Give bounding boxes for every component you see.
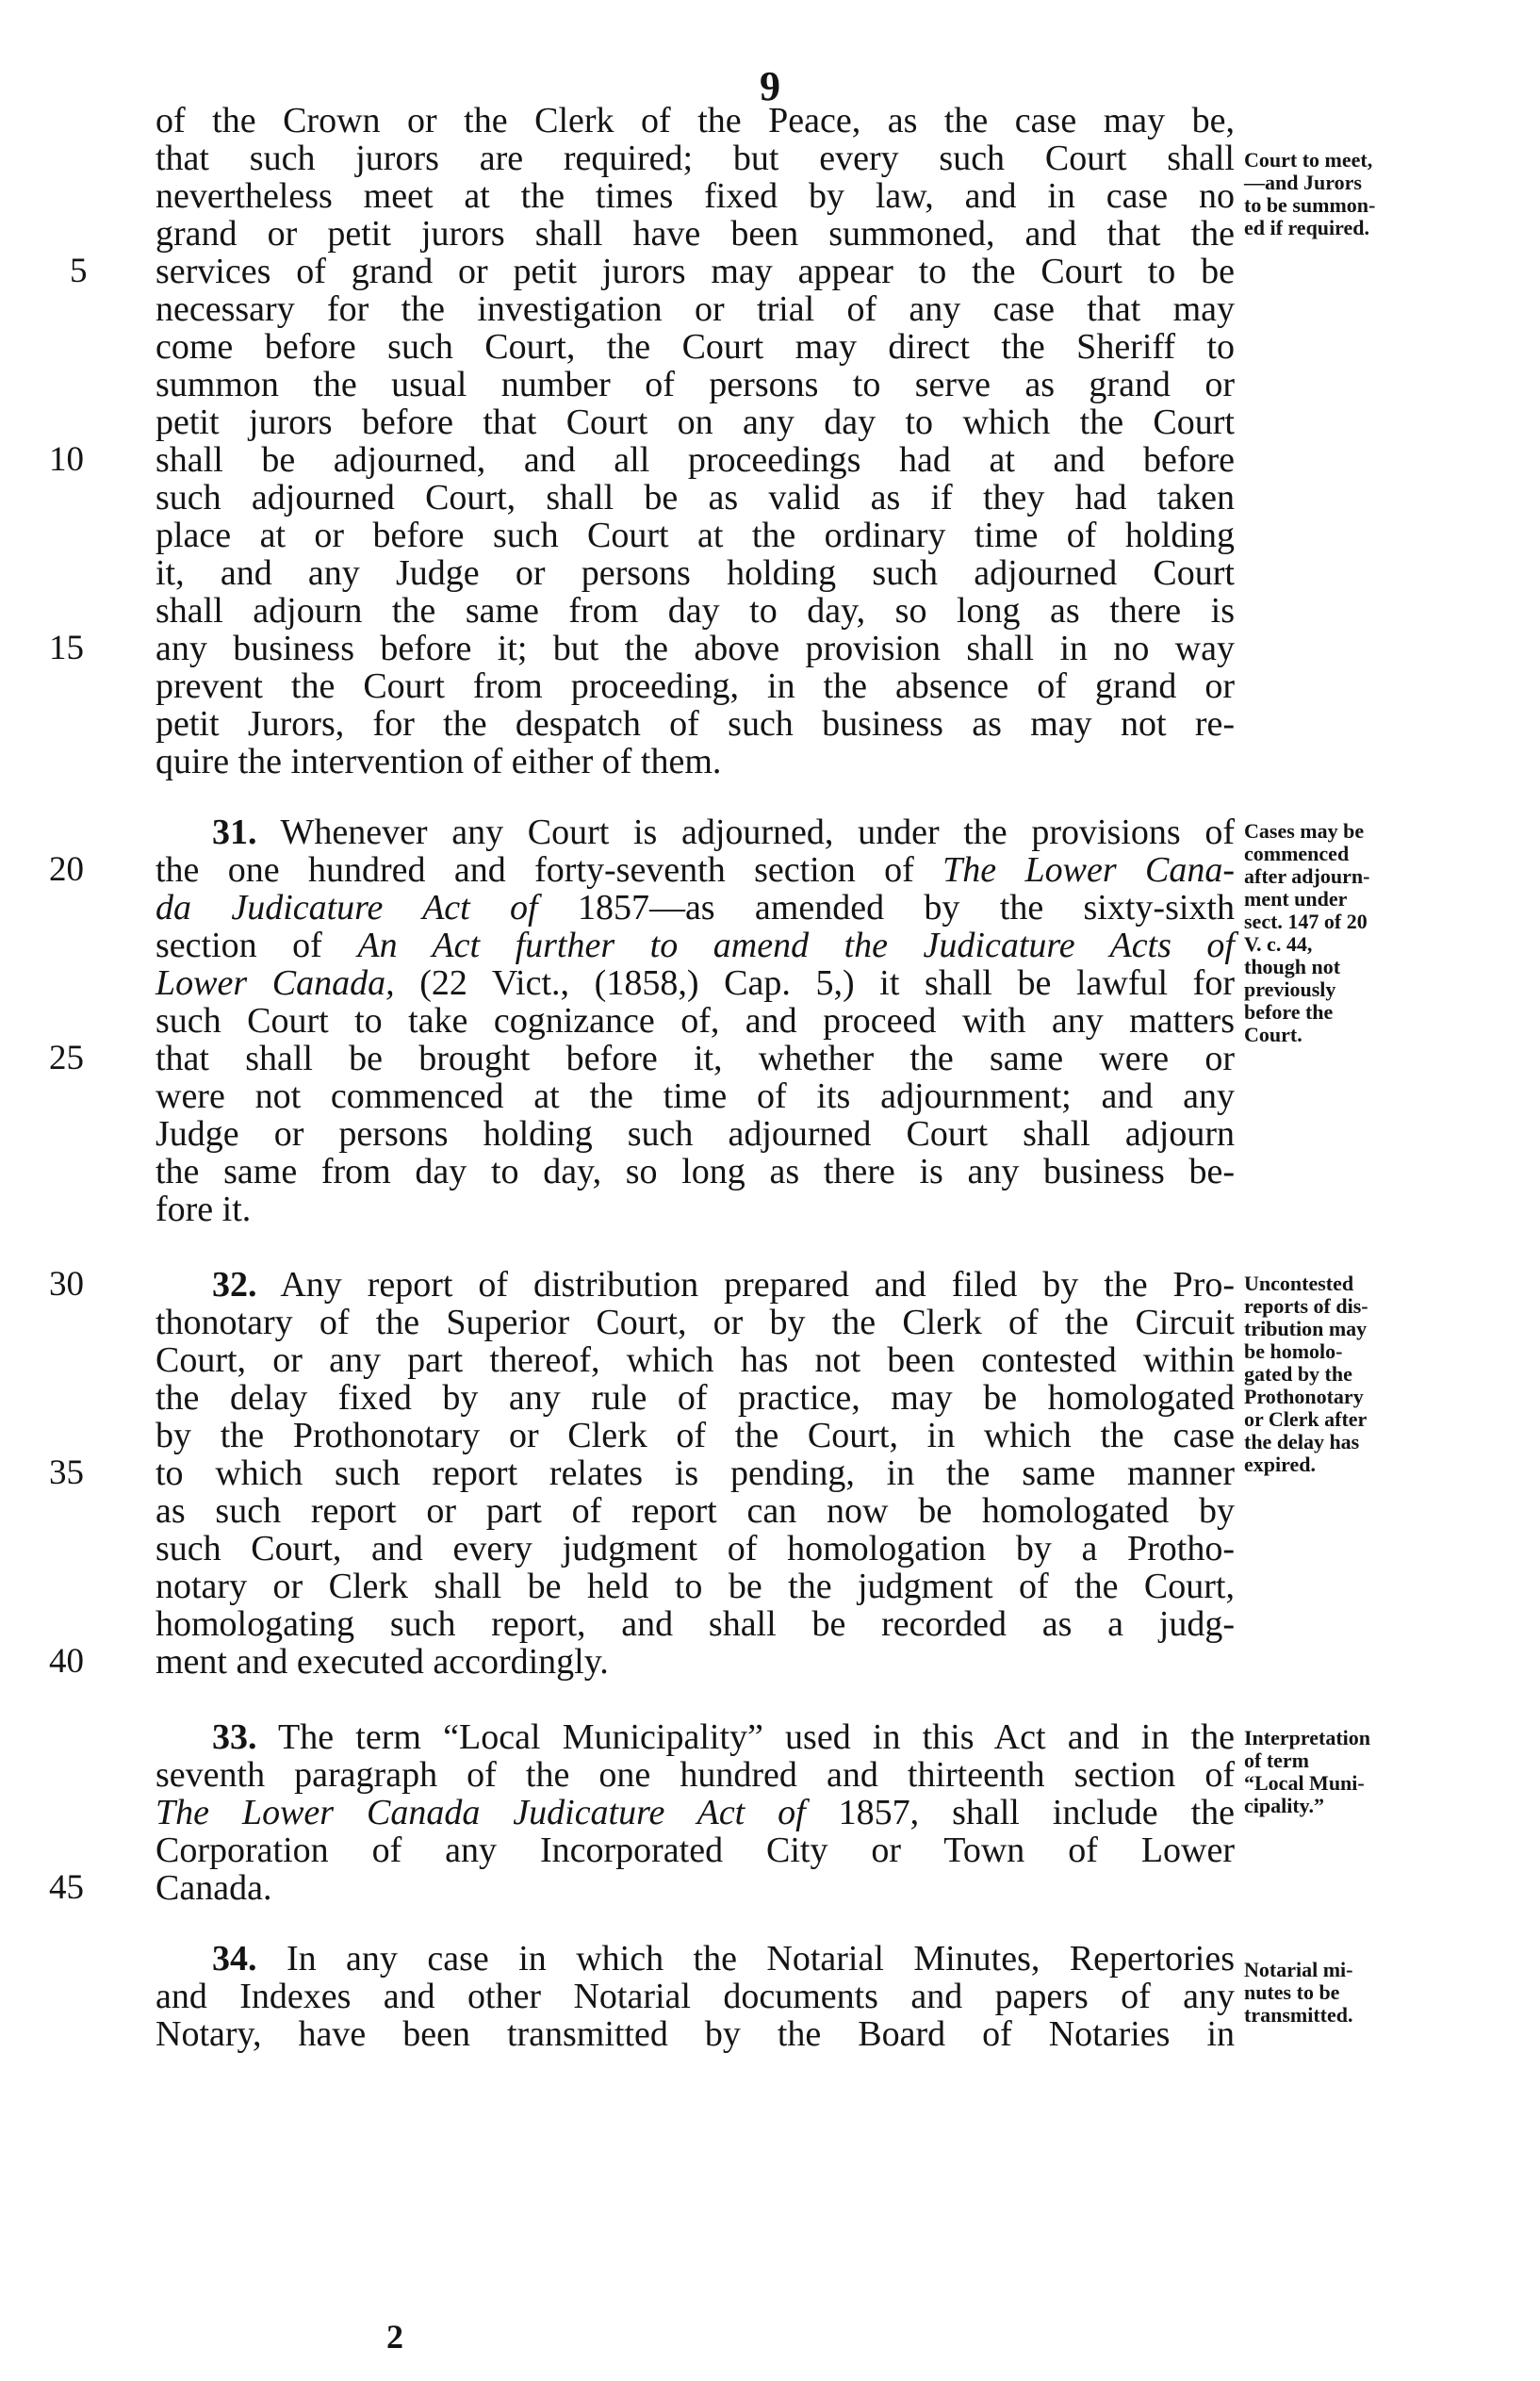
text-line: 32. Any report of distribution prepared and filed by the Pro- <box>212 1265 1236 1305</box>
text-line: any business before it; but the above provision shall in no way <box>156 629 1235 668</box>
text-line: of the Crown or the Clerk of the Peace, as the case may be, <box>156 101 1235 140</box>
text-line: fore it. <box>156 1190 252 1229</box>
text-line: quire the intervention of either of them. <box>156 742 722 781</box>
text-line: it, and any Judge or persons holding such adjourned Court <box>156 553 1235 593</box>
text-line: the one hundred and forty-seventh section of The Lower Cana- <box>156 850 1235 890</box>
text-line: such adjourned Court, shall be as valid as if they had taken <box>156 478 1235 517</box>
text-line: Court, or any part thereof, which has not been contested within <box>156 1340 1235 1380</box>
text-line: as such report or part of report can now be homologated by <box>156 1491 1235 1531</box>
line-number: 5 <box>70 252 88 290</box>
text-line: The Lower Canada Judicature Act of 1857, shall include the <box>156 1793 1235 1832</box>
margin-note-cases-commenced: Cases may be commenced after adjourn- ment under sect. 147 of 20 V. c. 44, though not previously before the Court. <box>1244 819 1370 1046</box>
margin-note-uncontested-reports: Uncontested reports of dis- tribution may be homolo- gated by the Prothonotary or Clerk after the delay has expired. <box>1244 1272 1368 1476</box>
text-line: nevertheless meet at the times fixed by law, and in case no <box>156 176 1235 216</box>
margin-note-notarial-minutes: Notarial mi- nutes to be transmitted. <box>1244 1958 1353 2027</box>
text-line: Corporation of any Incorporated City or Town of Lower <box>156 1831 1235 1870</box>
text-line: da Judicature Act of 1857—as amended by the sixty-sixth <box>156 888 1235 928</box>
section-number: 33. <box>212 1717 257 1757</box>
signature-mark: 2 <box>386 2318 403 2356</box>
line-number: 40 <box>49 1642 84 1681</box>
line-number: 35 <box>49 1453 84 1492</box>
text-line: summon the usual number of persons to serve as grand or <box>156 365 1235 404</box>
text-line: such Court, and every judgment of homologation by a Protho- <box>156 1529 1235 1568</box>
text-line: such Court to take cognizance of, and proceed with any matters <box>156 1001 1235 1041</box>
text-line: 33. The term “Local Municipality” used in this Act and in the <box>212 1717 1235 1757</box>
text-line: that such jurors are required; but every such Court shall <box>156 139 1235 178</box>
line-number: 25 <box>49 1039 84 1077</box>
margin-note-court-to-meet: Court to meet, —and Jurors to be summon- ed if required. <box>1244 148 1376 239</box>
line-number: 20 <box>49 850 84 889</box>
section-number: 32. <box>212 1265 257 1305</box>
text-line: shall be adjourned, and all proceedings had at and before <box>156 440 1235 480</box>
text-line: ment and executed accordingly. <box>156 1642 609 1682</box>
text-line: prevent the Court from proceeding, in the absence of grand or <box>156 666 1235 706</box>
text-line: thonotary of the Superior Court, or by the Clerk of the Circuit <box>156 1303 1235 1342</box>
text-line: homologating such report, and shall be recorded as a judg- <box>156 1604 1235 1644</box>
text-line: shall adjourn the same from day to day, so long as there is <box>156 591 1235 631</box>
text-line: necessary for the investigation or trial of any case that may <box>156 289 1235 329</box>
text-line: seventh paragraph of the one hundred and thirteenth section of <box>156 1755 1235 1795</box>
text-line: notary or Clerk shall be held to be the judgment of the Court, <box>156 1567 1235 1606</box>
text-line: that shall be brought before it, whether the same were or <box>156 1039 1235 1078</box>
line-number: 45 <box>49 1868 84 1907</box>
text-line: petit Jurors, for the despatch of such business as may not re- <box>156 704 1235 744</box>
text-line: the same from day to day, so long as there is any business be- <box>156 1152 1235 1191</box>
section-number: 31. <box>212 813 257 852</box>
section-number: 34. <box>212 1939 257 1979</box>
text-line: Lower Canada, (22 Vict., (1858,) Cap. 5,) it shall be lawful for <box>156 963 1235 1003</box>
text-line: section of An Act further to amend the Judicature Acts of <box>156 926 1235 965</box>
page-number: 9 <box>760 63 780 109</box>
text-line: grand or petit jurors shall have been summoned, and that the <box>156 214 1235 254</box>
line-number: 15 <box>49 629 84 667</box>
text-line: Notary, have been transmitted by the Board of Notaries in <box>156 2014 1235 2054</box>
line-number: 30 <box>49 1265 84 1304</box>
text-line: the delay fixed by any rule of practice, may be homologated <box>156 1378 1235 1418</box>
text-line: by the Prothonotary or Clerk of the Court, in which the case <box>156 1416 1235 1455</box>
text-line: were not commenced at the time of its adjournment; and any <box>156 1076 1235 1116</box>
text-line: and Indexes and other Notarial documents and papers of any <box>156 1977 1235 2016</box>
text-line: Judge or persons holding such adjourned Court shall adjourn <box>156 1114 1235 1154</box>
text-line: Canada. <box>156 1868 272 1908</box>
line-number: 10 <box>49 440 84 479</box>
text-line: place at or before such Court at the ordinary time of holding <box>156 516 1235 555</box>
margin-note-interpretation: Interpretation of term “Local Muni- cipality.” <box>1244 1726 1371 1817</box>
text-line: come before such Court, the Court may direct the Sheriff to <box>156 327 1235 367</box>
text-line: 31. Whenever any Court is adjourned, under the provisions of <box>212 813 1235 852</box>
text-line: 34. In any case in which the Notarial Minutes, Repertories <box>212 1939 1235 1979</box>
text-line: services of grand or petit jurors may appear to the Court to be <box>156 252 1235 291</box>
text-line: petit jurors before that Court on any day to which the Court <box>156 402 1235 442</box>
text-line: to which such report relates is pending, in the same manner <box>156 1453 1235 1493</box>
